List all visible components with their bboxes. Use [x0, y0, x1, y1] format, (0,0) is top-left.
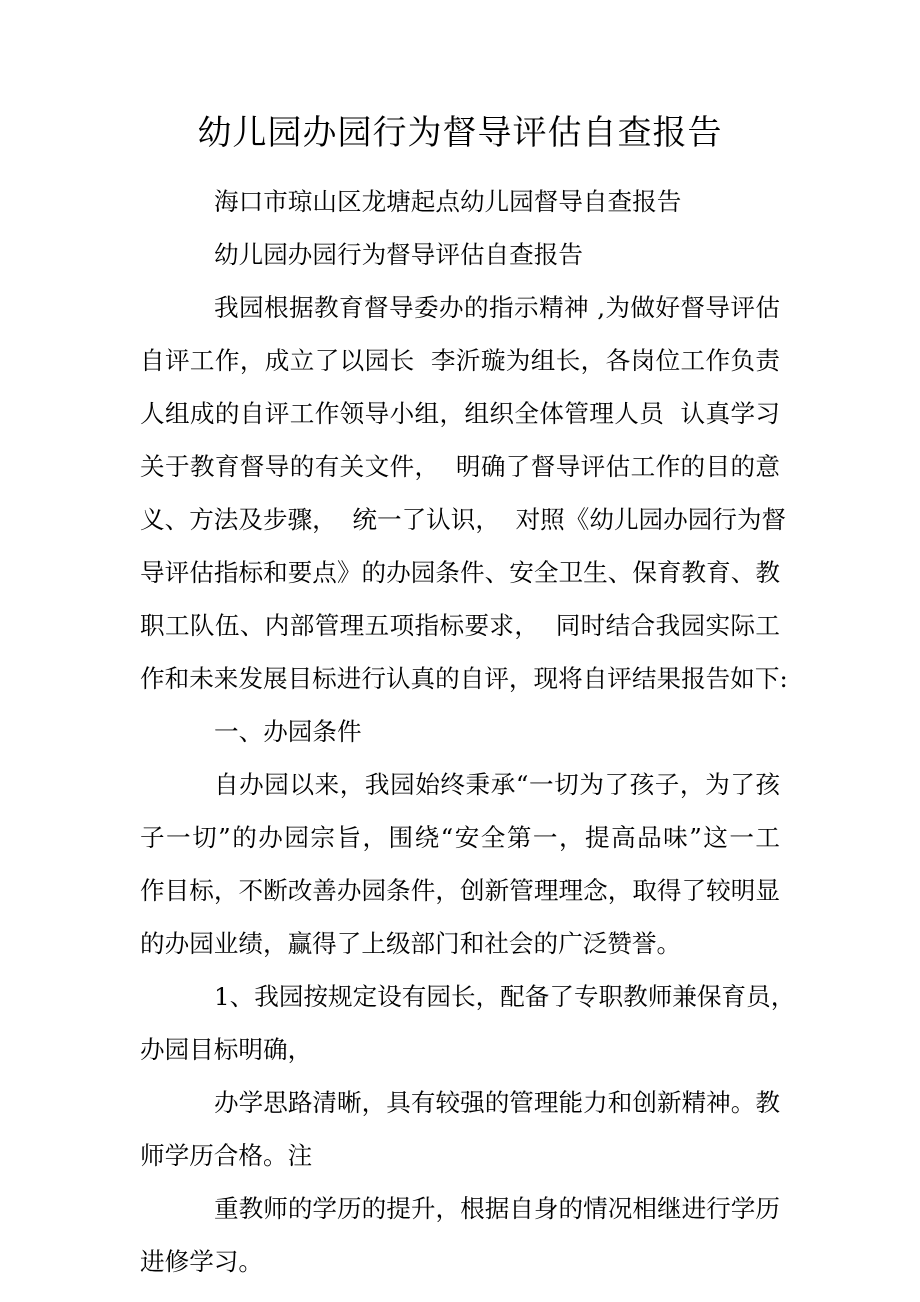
document-title: 幼儿园办园行为督导评估自查报告	[197, 113, 723, 153]
body-line: 重教师的学历的提升，根据自身的情况相继进行学历	[214, 1194, 780, 1223]
body-line: 导评估指标和要点》的办园条件、安全卫生、保育教育、教	[140, 558, 780, 587]
section-heading: 一、办园条件	[214, 717, 362, 746]
body-line: 自办园以来，我园始终秉承“一切为了孩子，为了孩	[214, 770, 780, 799]
body-line: 的办园业绩，赢得了上级部门和社会的广泛赞誉。	[140, 929, 682, 958]
body-line: 办学思路清晰，具有较强的管理能力和创新精神。教	[214, 1088, 780, 1117]
body-line: 我园根据教育督导委办的指示精神 ,为做好督导评估	[214, 293, 780, 322]
body-line: 子一切”的办园宗旨，围绕“安全第一，提高品味”这一工	[140, 823, 780, 852]
body-line: 作目标，不断改善办园条件，创新管理理念，取得了较明显	[140, 876, 780, 905]
body-line: 人组成的自评工作领导小组，组织全体管理人员 认真学习	[140, 399, 780, 428]
body-line: 关于教育督导的有关文件， 明确了督导评估工作的目的意	[140, 452, 780, 481]
body-line: 进修学习。	[140, 1247, 263, 1276]
body-line: 办园目标明确，	[140, 1035, 313, 1064]
body-line: 义、方法及步骤， 统一了认识， 对照《幼儿园办园行为督	[140, 505, 787, 534]
body-line: 1、我园按规定设有园长，配备了专职教师兼保育员，	[214, 982, 796, 1011]
document-body	[140, 175, 796, 1288]
body-line: 自评工作，成立了以园长 李沂璇为组长，各岗位工作负责	[140, 346, 780, 375]
body-line: 作和未来发展目标进行认真的自评，现将自评结果报告如下:	[140, 664, 788, 693]
body-line: 师学历合格。注	[140, 1141, 313, 1170]
body-line: 幼儿园办园行为督导评估自查报告	[214, 240, 583, 269]
body-line: 职工队伍、内部管理五项指标要求， 同时结合我园实际工	[140, 611, 780, 640]
body-line: 海口市琼山区龙塘起点幼儿园督导自查报告	[214, 187, 682, 216]
